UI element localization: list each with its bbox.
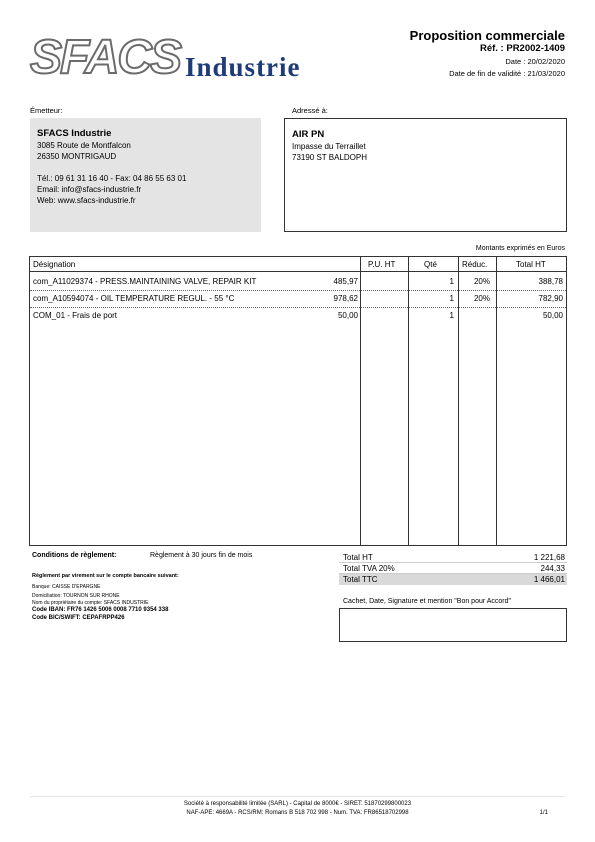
header-designation: Désignation bbox=[33, 260, 76, 269]
bank-bic: Code BIC/SWIFT: CEPAFRPP426 bbox=[32, 615, 125, 621]
logo-suffix: Industrie bbox=[185, 52, 301, 82]
bank-iban: Code IBAN: FR76 1426 5006 0008 7710 9354 338 bbox=[32, 607, 169, 613]
row-discount: 20% bbox=[473, 277, 490, 286]
row-unit-price: 978,62 bbox=[333, 294, 358, 303]
row-designation: com_A11029374 - PRESS.MAINTAINING VALVE, REPAIR KIT bbox=[33, 277, 257, 286]
bank-domiciliation: Domiciliation: TOURNON SUR RHONE bbox=[32, 593, 120, 599]
logo-brand: SFACS bbox=[30, 31, 181, 84]
row-discount: 20% bbox=[473, 294, 490, 303]
row-total: 50,00 bbox=[542, 311, 563, 320]
row-quantity: 1 bbox=[449, 294, 454, 303]
recipient-name: AIR PN bbox=[292, 129, 325, 140]
emitter-label: Émetteur: bbox=[30, 106, 63, 115]
recipient-address-line2: 73190 ST BALDOPH bbox=[292, 153, 368, 163]
total-ht-value: 1 221,68 bbox=[533, 553, 565, 562]
bank-transfer-title: Règlement par virement sur le compte bancaire suivant: bbox=[32, 573, 179, 579]
emitter-website: Web: www.sfacs-industrie.fr bbox=[37, 196, 136, 206]
emitter-address-line2: 26350 MONTRIGAUD bbox=[37, 152, 117, 162]
total-ht-row bbox=[339, 552, 567, 563]
row-total: 782,90 bbox=[538, 294, 563, 303]
document-reference: Réf. : PR2002-1409 bbox=[479, 43, 565, 54]
total-tva-row bbox=[339, 563, 567, 574]
document-title: Proposition commerciale bbox=[409, 28, 565, 43]
totals-block bbox=[339, 552, 567, 585]
footer-company-ids: NAF-APE: 4669A - RCS/RM: Romans B 518 702 998 - Num. TVA: FR86518702998 bbox=[186, 810, 409, 816]
row-quantity: 1 bbox=[449, 277, 454, 286]
row-designation: com_A10594074 - OIL TEMPERATURE REGUL. - 55 °C bbox=[33, 294, 235, 303]
header-unit-price: P.U. HT bbox=[368, 260, 396, 269]
emitter-email: Email: info@sfacs-industrie.fr bbox=[37, 184, 142, 194]
currency-note: Montants exprimés en Euros bbox=[475, 245, 565, 252]
total-ttc-label: Total TTC bbox=[343, 575, 378, 584]
bank-name: Banque: CAISSE D'EPARGNE bbox=[32, 584, 101, 590]
document-validity-date: Date de fin de validité : 21/03/2020 bbox=[449, 69, 565, 78]
total-tva-value: 244,33 bbox=[540, 564, 565, 573]
total-tva-label: Total TVA 20% bbox=[343, 564, 395, 573]
footer-legal-info: Société à responsabilité limitée (SARL) - Capital de 8000€ - SIRET: 51870299800023 bbox=[183, 801, 412, 807]
document-date: Date : 20/02/2020 bbox=[505, 57, 565, 66]
header-total: Total HT bbox=[516, 260, 546, 269]
company-logo bbox=[30, 31, 320, 86]
bank-account-owner: Nom du propriétaire du compte: SFACS INDUSTRIE bbox=[32, 600, 149, 606]
row-unit-price: 485,97 bbox=[333, 277, 358, 286]
header-quantity: Qté bbox=[424, 260, 437, 269]
emitter-phone: Tél.: 09 61 31 16 40 - Fax: 04 86 55 63 01 bbox=[37, 173, 187, 183]
total-ttc-row bbox=[339, 574, 567, 585]
emitter-name: SFACS Industrie bbox=[37, 128, 112, 139]
footer-divider bbox=[30, 796, 565, 797]
page-number: 1/1 bbox=[539, 810, 548, 816]
signature-label: Cachet, Date, Signature et mention "Bon pour Accord" bbox=[343, 598, 512, 605]
emitter-address-line1: 3085 Route de Montfalcon bbox=[37, 141, 131, 150]
emitter-address-block bbox=[30, 118, 261, 232]
payment-conditions-label: Conditions de règlement: bbox=[32, 552, 117, 559]
recipient-address-line1: Impasse du Terraillet bbox=[292, 142, 366, 151]
recipient-label: Adressé à: bbox=[292, 106, 328, 115]
header-discount: Réduc. bbox=[462, 260, 488, 269]
items-table bbox=[29, 256, 567, 546]
row-total: 388,78 bbox=[538, 277, 563, 286]
row-unit-price: 50,00 bbox=[337, 311, 358, 320]
signature-box bbox=[339, 608, 567, 642]
payment-conditions-value: Règlement à 30 jours fin de mois bbox=[150, 552, 253, 559]
total-ttc-value: 1 466,01 bbox=[533, 575, 565, 584]
recipient-address-block bbox=[284, 118, 567, 232]
total-ht-label: Total HT bbox=[343, 553, 373, 562]
row-quantity: 1 bbox=[449, 311, 454, 320]
row-designation: COM_01 - Frais de port bbox=[33, 311, 118, 320]
